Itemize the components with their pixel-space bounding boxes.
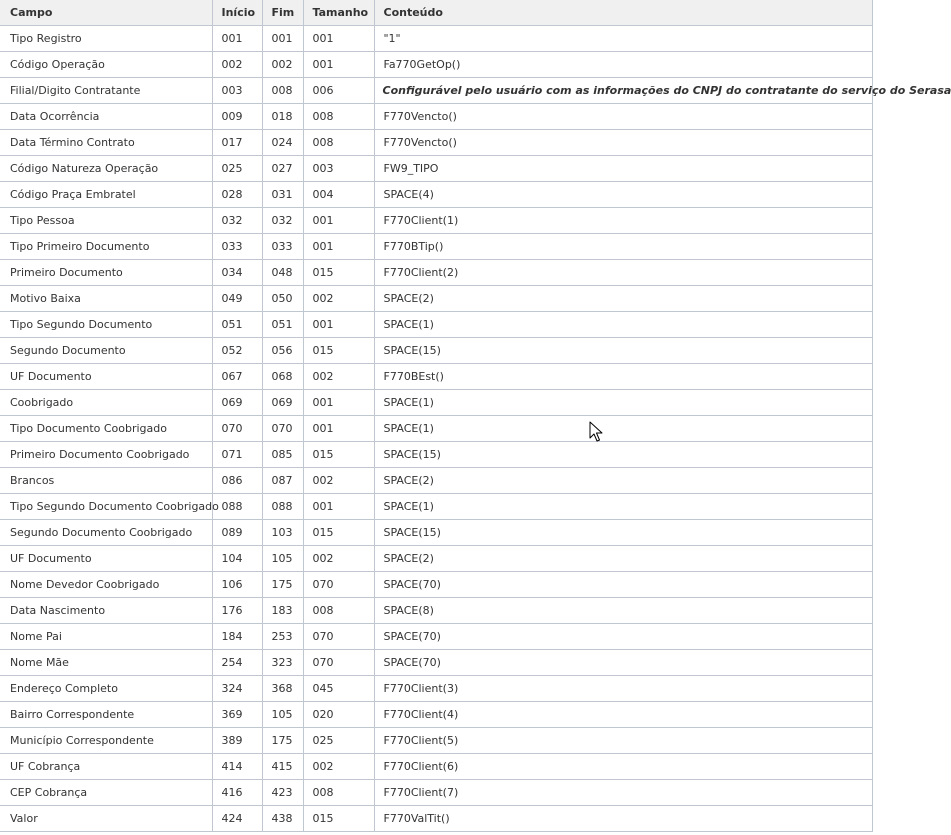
cell-campo: Nome Devedor Coobrigado xyxy=(0,572,212,598)
cell-campo: Município Correspondente xyxy=(0,728,212,754)
cell-conteudo: SPACE(70) xyxy=(374,650,872,676)
cell-inicio: 424 xyxy=(212,806,262,832)
cell-inicio: 106 xyxy=(212,572,262,598)
cell-campo: Código Operação xyxy=(0,52,212,78)
cell-tamanho: 070 xyxy=(303,572,374,598)
cell-conteudo: SPACE(15) xyxy=(374,520,872,546)
cell-campo: Nome Mãe xyxy=(0,650,212,676)
cell-inicio: 001 xyxy=(212,26,262,52)
cell-tamanho: 001 xyxy=(303,208,374,234)
cell-conteudo: F770Client(7) xyxy=(374,780,872,806)
cell-fim: 183 xyxy=(262,598,303,624)
cell-conteudo: Fa770GetOp() xyxy=(374,52,872,78)
cell-fim: 018 xyxy=(262,104,303,130)
table-row xyxy=(0,780,872,806)
cell-conteudo: F770Client(2) xyxy=(374,260,872,286)
cell-tamanho: 008 xyxy=(303,104,374,130)
cell-inicio: 049 xyxy=(212,286,262,312)
cell-conteudo: F770Vencto() xyxy=(374,104,872,130)
cell-inicio: 032 xyxy=(212,208,262,234)
table-row xyxy=(0,468,872,494)
table-row xyxy=(0,390,872,416)
cell-campo: Filial/Digito Contratante xyxy=(0,78,212,104)
cell-campo: Tipo Segundo Documento xyxy=(0,312,212,338)
cell-conteudo: Configurável pelo usuário com as informações do CNPJ do contratante do serviço do Serasa xyxy=(374,78,872,104)
cell-fim: 085 xyxy=(262,442,303,468)
cell-tamanho: 002 xyxy=(303,546,374,572)
cell-fim: 323 xyxy=(262,650,303,676)
cell-inicio: 067 xyxy=(212,364,262,390)
table-row xyxy=(0,624,872,650)
cell-conteudo: SPACE(2) xyxy=(374,468,872,494)
cell-tamanho: 006 xyxy=(303,78,374,104)
cell-fim: 031 xyxy=(262,182,303,208)
cell-fim: 175 xyxy=(262,728,303,754)
cell-inicio: 009 xyxy=(212,104,262,130)
cell-tamanho: 002 xyxy=(303,286,374,312)
cell-conteudo: SPACE(1) xyxy=(374,312,872,338)
cell-tamanho: 015 xyxy=(303,520,374,546)
cell-inicio: 086 xyxy=(212,468,262,494)
cell-conteudo: F770BEst() xyxy=(374,364,872,390)
table-row xyxy=(0,78,872,104)
cell-tamanho: 015 xyxy=(303,338,374,364)
cell-inicio: 002 xyxy=(212,52,262,78)
cell-campo: Segundo Documento xyxy=(0,338,212,364)
cell-campo: Tipo Primeiro Documento xyxy=(0,234,212,260)
table-row xyxy=(0,572,872,598)
table-row xyxy=(0,260,872,286)
table-row xyxy=(0,416,872,442)
cell-fim: 103 xyxy=(262,520,303,546)
cell-conteudo: F770Client(3) xyxy=(374,676,872,702)
cell-fim: 253 xyxy=(262,624,303,650)
cell-tamanho: 002 xyxy=(303,754,374,780)
cell-tamanho: 001 xyxy=(303,494,374,520)
table-row xyxy=(0,728,872,754)
table-row xyxy=(0,104,872,130)
cell-tamanho: 001 xyxy=(303,26,374,52)
cell-fim: 088 xyxy=(262,494,303,520)
table-row xyxy=(0,182,872,208)
cell-conteudo: "1" xyxy=(374,26,872,52)
table-row xyxy=(0,442,872,468)
cell-campo: CEP Cobrança xyxy=(0,780,212,806)
header-campo: Campo xyxy=(0,0,212,26)
cell-tamanho: 001 xyxy=(303,312,374,338)
header-row xyxy=(0,0,872,26)
cell-tamanho: 070 xyxy=(303,624,374,650)
cell-campo: Código Praça Embratel xyxy=(0,182,212,208)
cell-campo: Segundo Documento Coobrigado xyxy=(0,520,212,546)
table-row xyxy=(0,520,872,546)
cell-tamanho: 025 xyxy=(303,728,374,754)
cell-fim: 068 xyxy=(262,364,303,390)
cell-conteudo: SPACE(70) xyxy=(374,572,872,598)
table-row xyxy=(0,546,872,572)
cell-fim: 438 xyxy=(262,806,303,832)
table-row xyxy=(0,234,872,260)
table-row xyxy=(0,52,872,78)
cell-campo: Brancos xyxy=(0,468,212,494)
cell-inicio: 017 xyxy=(212,130,262,156)
cell-tamanho: 015 xyxy=(303,260,374,286)
cell-conteudo: F770Client(6) xyxy=(374,754,872,780)
cell-conteudo: F770BTip() xyxy=(374,234,872,260)
cell-tamanho: 002 xyxy=(303,364,374,390)
cell-conteudo: SPACE(4) xyxy=(374,182,872,208)
cell-inicio: 070 xyxy=(212,416,262,442)
cell-campo: Data Ocorrência xyxy=(0,104,212,130)
cell-inicio: 052 xyxy=(212,338,262,364)
table-row xyxy=(0,494,872,520)
cell-tamanho: 070 xyxy=(303,650,374,676)
table-row xyxy=(0,286,872,312)
cell-fim: 033 xyxy=(262,234,303,260)
cell-campo: Data Nascimento xyxy=(0,598,212,624)
cell-inicio: 089 xyxy=(212,520,262,546)
cell-inicio: 028 xyxy=(212,182,262,208)
cell-conteudo: SPACE(15) xyxy=(374,442,872,468)
header-fim: Fim xyxy=(262,0,303,26)
cell-tamanho: 008 xyxy=(303,130,374,156)
cell-inicio: 051 xyxy=(212,312,262,338)
cell-tamanho: 003 xyxy=(303,156,374,182)
cell-fim: 415 xyxy=(262,754,303,780)
cell-fim: 008 xyxy=(262,78,303,104)
cell-inicio: 069 xyxy=(212,390,262,416)
cell-conteudo: F770Client(5) xyxy=(374,728,872,754)
cell-conteudo: SPACE(70) xyxy=(374,624,872,650)
cell-campo: UF Documento xyxy=(0,364,212,390)
table-row xyxy=(0,754,872,780)
cell-fim: 105 xyxy=(262,702,303,728)
cell-campo: Coobrigado xyxy=(0,390,212,416)
cell-inicio: 176 xyxy=(212,598,262,624)
cell-tamanho: 002 xyxy=(303,468,374,494)
cell-campo: Código Natureza Operação xyxy=(0,156,212,182)
cell-campo: Data Término Contrato xyxy=(0,130,212,156)
cell-campo: Primeiro Documento Coobrigado xyxy=(0,442,212,468)
cell-tamanho: 015 xyxy=(303,442,374,468)
cell-fim: 051 xyxy=(262,312,303,338)
cell-tamanho: 001 xyxy=(303,416,374,442)
table-row xyxy=(0,338,872,364)
header-conteudo: Conteúdo xyxy=(374,0,872,26)
cell-campo: Tipo Registro xyxy=(0,26,212,52)
cell-inicio: 025 xyxy=(212,156,262,182)
cell-conteudo: F770Vencto() xyxy=(374,130,872,156)
cell-inicio: 033 xyxy=(212,234,262,260)
cell-conteudo: SPACE(1) xyxy=(374,390,872,416)
cell-conteudo: F770Client(4) xyxy=(374,702,872,728)
cell-fim: 024 xyxy=(262,130,303,156)
table-row xyxy=(0,650,872,676)
cell-inicio: 389 xyxy=(212,728,262,754)
table-row xyxy=(0,156,872,182)
table-row xyxy=(0,26,872,52)
cell-inicio: 414 xyxy=(212,754,262,780)
cell-tamanho: 001 xyxy=(303,234,374,260)
cell-fim: 050 xyxy=(262,286,303,312)
cell-tamanho: 020 xyxy=(303,702,374,728)
table-row xyxy=(0,702,872,728)
cell-conteudo: F770ValTit() xyxy=(374,806,872,832)
header-inicio: Início xyxy=(212,0,262,26)
cell-fim: 048 xyxy=(262,260,303,286)
cell-inicio: 104 xyxy=(212,546,262,572)
cell-tamanho: 008 xyxy=(303,598,374,624)
cell-campo: Tipo Documento Coobrigado xyxy=(0,416,212,442)
cell-inicio: 184 xyxy=(212,624,262,650)
cell-fim: 175 xyxy=(262,572,303,598)
cell-campo: Valor xyxy=(0,806,212,832)
cell-tamanho: 045 xyxy=(303,676,374,702)
cell-campo: Bairro Correspondente xyxy=(0,702,212,728)
cell-tamanho: 004 xyxy=(303,182,374,208)
cell-fim: 105 xyxy=(262,546,303,572)
cell-tamanho: 008 xyxy=(303,780,374,806)
cell-fim: 056 xyxy=(262,338,303,364)
cell-conteudo: SPACE(2) xyxy=(374,546,872,572)
cell-inicio: 324 xyxy=(212,676,262,702)
cell-campo: UF Documento xyxy=(0,546,212,572)
cell-campo: Nome Pai xyxy=(0,624,212,650)
table-row xyxy=(0,130,872,156)
table-row xyxy=(0,806,872,832)
cell-campo: Tipo Pessoa xyxy=(0,208,212,234)
cell-inicio: 254 xyxy=(212,650,262,676)
cell-conteudo: FW9_TIPO xyxy=(374,156,872,182)
cell-fim: 087 xyxy=(262,468,303,494)
cell-inicio: 071 xyxy=(212,442,262,468)
cell-campo: Motivo Baixa xyxy=(0,286,212,312)
cell-conteudo: SPACE(2) xyxy=(374,286,872,312)
cell-conteudo: F770Client(1) xyxy=(374,208,872,234)
cell-fim: 423 xyxy=(262,780,303,806)
cell-conteudo: SPACE(1) xyxy=(374,416,872,442)
cell-tamanho: 015 xyxy=(303,806,374,832)
cell-fim: 001 xyxy=(262,26,303,52)
cell-tamanho: 001 xyxy=(303,52,374,78)
cell-inicio: 003 xyxy=(212,78,262,104)
table-row xyxy=(0,676,872,702)
cell-fim: 032 xyxy=(262,208,303,234)
table-row xyxy=(0,598,872,624)
table-row xyxy=(0,364,872,390)
cell-inicio: 034 xyxy=(212,260,262,286)
cell-conteudo: SPACE(8) xyxy=(374,598,872,624)
table-header xyxy=(0,0,872,26)
cell-campo: Primeiro Documento xyxy=(0,260,212,286)
cell-inicio: 369 xyxy=(212,702,262,728)
cell-campo: Tipo Segundo Documento Coobrigado xyxy=(0,494,212,520)
cell-fim: 069 xyxy=(262,390,303,416)
cell-inicio: 416 xyxy=(212,780,262,806)
cell-conteudo: SPACE(15) xyxy=(374,338,872,364)
cell-fim: 002 xyxy=(262,52,303,78)
cell-campo: Endereço Completo xyxy=(0,676,212,702)
mouse-pointer-icon xyxy=(589,421,603,443)
header-tamanho: Tamanho xyxy=(303,0,374,26)
cell-conteudo: SPACE(1) xyxy=(374,494,872,520)
cell-fim: 027 xyxy=(262,156,303,182)
cell-tamanho: 001 xyxy=(303,390,374,416)
table-row xyxy=(0,312,872,338)
cell-inicio: 088 xyxy=(212,494,262,520)
cell-campo: UF Cobrança xyxy=(0,754,212,780)
table-row xyxy=(0,208,872,234)
table-body xyxy=(0,26,951,832)
cell-fim: 368 xyxy=(262,676,303,702)
cell-fim: 070 xyxy=(262,416,303,442)
